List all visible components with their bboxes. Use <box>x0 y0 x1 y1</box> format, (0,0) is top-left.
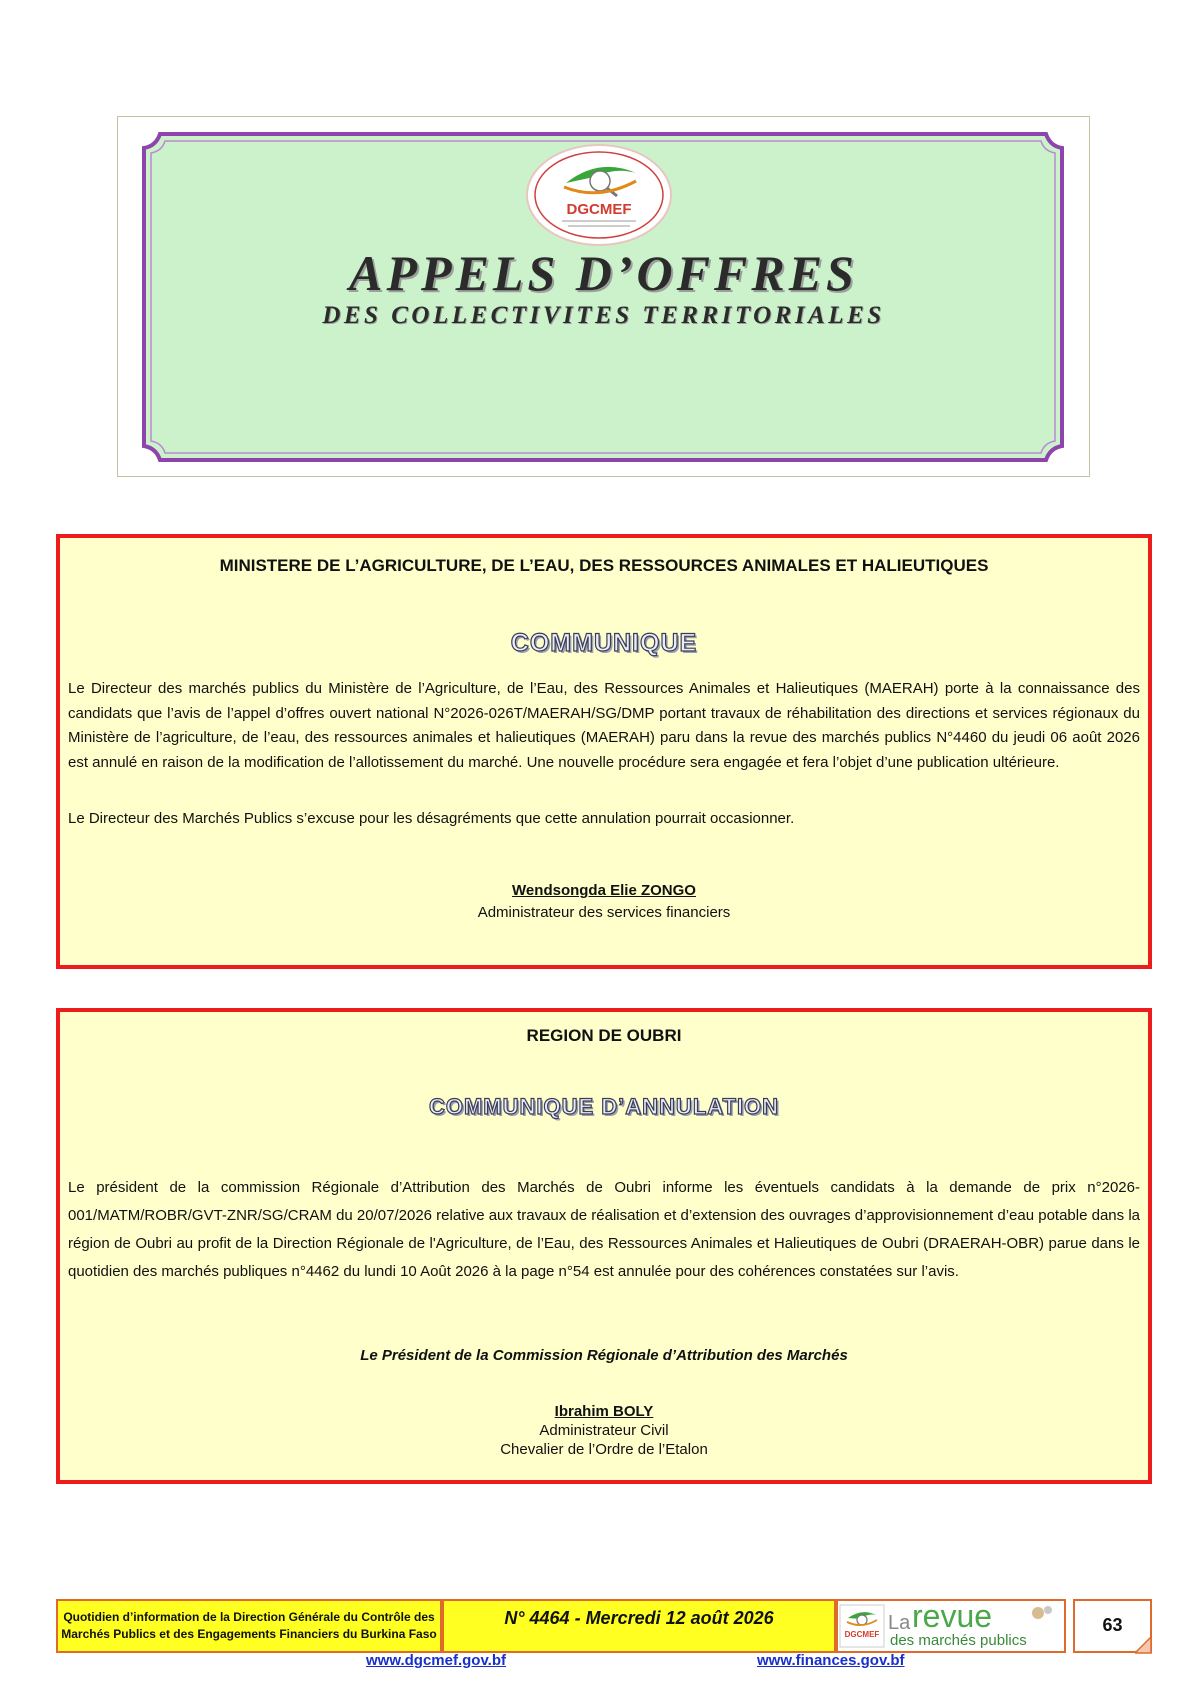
svg-text:La: La <box>888 1612 911 1634</box>
communique-apology: Le Directeur des Marchés Publics s’excuse pour les désagréments que cette annulation pourrait occasionner. <box>68 810 795 827</box>
annulation-paragraph: Le président de la commission Régionale d’Attribution des Marchés de Oubri informe les éventuels candidats à la demande de prix n°2026-001/MATM/ROBR/GVT-ZNR/SG/CRAM du 20/07/2026 relative aux travaux de réalisation et d’extension des ouvrages d’approvisionnement d’eau potable dans la région de Oubri au profit de la Direction Régionale de l'Agriculture, de l’Eau, des Ressources Animales et Halieutiques de Oubri (DRAERAH-OBR) parue dans le quotidien des marchés publiques n°4462 du lundi 10 Août 2026 à la page n°54 est annulée pour des cohérences constatées sur l’avis. <box>68 1179 1140 1280</box>
signatory-title: Administrateur Civil <box>539 1422 669 1439</box>
revue-logo <box>836 1599 1066 1653</box>
region-communique-box <box>56 1008 1152 1484</box>
footer-description-line2: Marchés Publics et des Engagements Financiers du Burkina Faso <box>61 1627 437 1641</box>
finances-website-link[interactable]: www.finances.gov.bf <box>757 1652 905 1669</box>
dgcmef-website-link[interactable]: www.dgcmef.gov.bf <box>366 1652 507 1669</box>
svg-text:DGCMEF: DGCMEF <box>844 1630 880 1639</box>
communique-paragraph: Le Directeur des marchés publics du Ministère de l’Agriculture, de l’Eau, des Ressources Animales et Halieutiques (MAERAH) porte à la connaissance des candidats que l’avis de l’appel d’offres ouvert national N°2026-026T/MAERAH/SG/DMP portant travaux de réhabilitation des directions et services régionaux du Ministère de l’agriculture, de l’eau, des ressources animales et halieutiques (MAERAH) paru dans la revue des marchés publics N°4460 du jeudi 06 août 2026 est annulé en raison de la modification de l’allotissement du marché. Une nouvelle procédure sera engagée et fera l’objet d’une publication ultérieure. <box>68 680 1140 771</box>
region-heading: REGION DE OUBRI <box>526 1026 682 1045</box>
ministry-heading: MINISTERE DE L’AGRICULTURE, DE L’EAU, DES RESSOURCES ANIMALES ET HALIEUTIQUES <box>219 556 989 575</box>
signatory-name: Wendsongda Elie ZONGO <box>512 882 696 899</box>
banner-title: APPELS D’OFFRES <box>349 245 858 301</box>
revue-logo-graphic <box>838 1601 1064 1651</box>
footer-description-line1: Quotidien d’information de la Direction Générale du Contrôle des <box>63 1610 435 1624</box>
footer-issue: N° 4464 - Mercredi 12 août 2026 <box>442 1599 836 1653</box>
signatory-distinction: Chevalier de l’Ordre de l’Etalon <box>500 1441 708 1458</box>
communique-title: COMMUNIQUE <box>510 629 698 657</box>
page-number: 63 <box>1073 1599 1152 1653</box>
banner-subtitle: DES COLLECTIVITES TERRITORIALES <box>322 302 885 329</box>
signatory-name: Ibrahim BOLY <box>554 1403 654 1420</box>
ministry-communique-box <box>56 534 1152 969</box>
footer-description <box>56 1599 442 1653</box>
annulation-title: COMMUNIQUE D’ANNULATION <box>428 1094 780 1119</box>
signatory-title: Administrateur des services financiers <box>477 904 731 921</box>
svg-text:des marchés publics: des marchés publics <box>890 1632 1027 1649</box>
svg-text:DGCMEF: DGCMEF <box>566 201 632 218</box>
signatory-role: Le Président de la Commission Régionale d’Attribution des Marchés <box>360 1347 848 1364</box>
page-corner-fold <box>1135 1637 1157 1657</box>
dgcmef-logo <box>524 143 674 247</box>
svg-text:revue: revue <box>912 1601 993 1634</box>
